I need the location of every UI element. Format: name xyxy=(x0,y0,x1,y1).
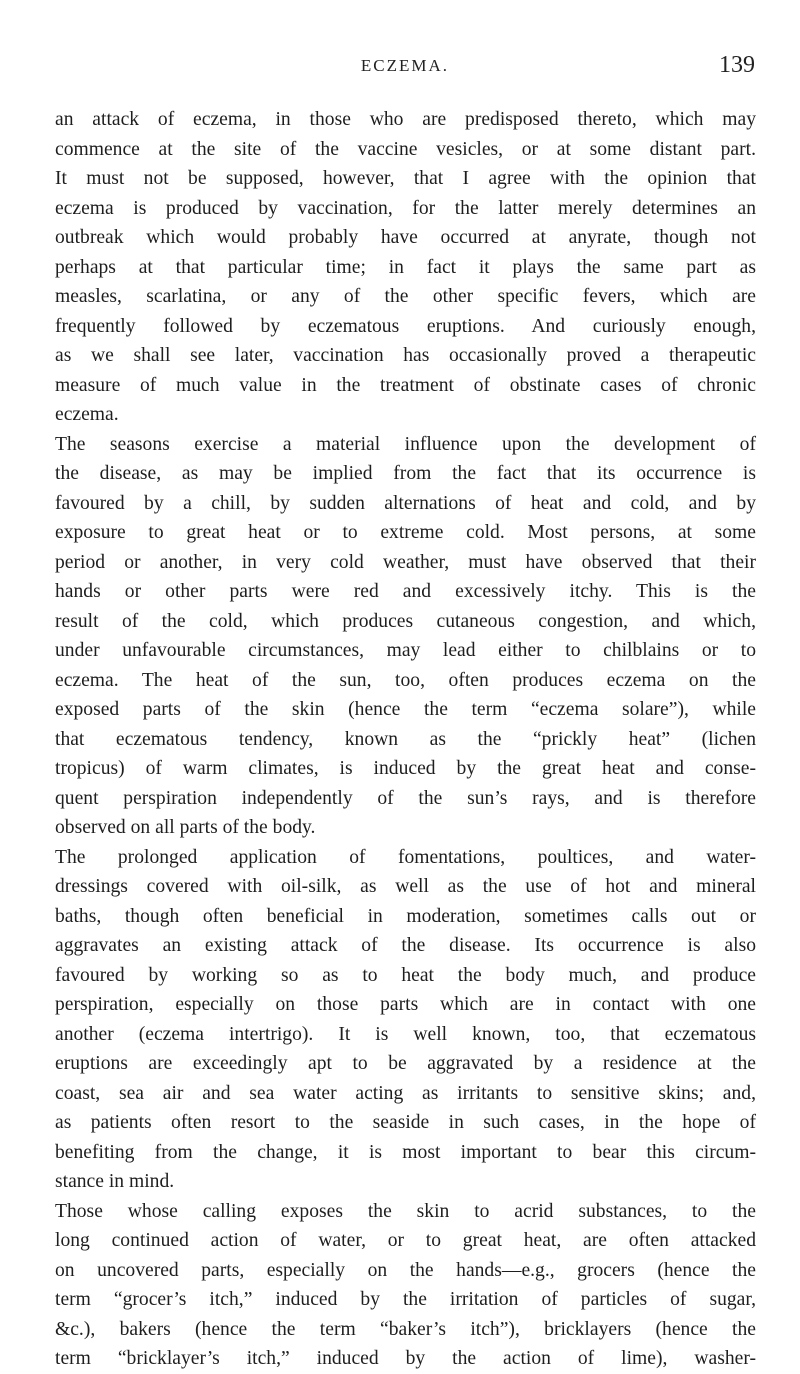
text-line: eczema is produced by vaccination, for the latter merely determines an xyxy=(55,197,756,219)
text-line: benefiting from the change, it is most important to bear this circum- xyxy=(55,1141,756,1163)
text-line: commence at the site of the vaccine vesicles, or at some distant part. xyxy=(55,138,756,160)
text-line: eczema. xyxy=(55,404,119,425)
text-line: frequently followed by eczematous eruptions. And curiously enough, xyxy=(55,315,756,337)
text-line: exposed parts of the skin (hence the term “eczema solare”), while xyxy=(55,699,756,720)
text-line: baths, though often beneficial in moderation, sometimes calls out or xyxy=(55,905,756,927)
text-line: that eczematous tendency, known as the “prickly heat” (lichen xyxy=(55,728,756,750)
page-number: 139 xyxy=(719,52,755,78)
text-line: &c.), bakers (hence the term “baker’s itch”), bricklayers (hence the xyxy=(55,1318,756,1340)
text-line: coast, sea air and sea water acting as irritants to sensitive skins; and, xyxy=(55,1082,756,1104)
text-line: tropicus) of warm climates, is induced by the great heat and conse- xyxy=(55,758,756,779)
text-line: another (eczema intertrigo). It is well known, too, that eczematous xyxy=(55,1023,756,1045)
text-line: as patients often resort to the seaside in such cases, in the hope of xyxy=(55,1112,756,1133)
text-line: It must not be supposed, however, that I agree with the opinion that xyxy=(55,168,756,189)
text-line: aggravates an existing attack of the disease. Its occurrence is also xyxy=(55,935,756,956)
text-line: The seasons exercise a material influence upon the development of xyxy=(55,433,756,455)
text-line: stance in mind. xyxy=(55,1171,175,1192)
text-line: long continued action of water, or to great heat, are often attacked xyxy=(55,1230,756,1251)
text-line: dressings covered with oil-silk, as well as the use of hot and mineral xyxy=(55,876,756,897)
text-line: eruptions are exceedingly apt to be aggravated by a residence at the xyxy=(55,1053,756,1074)
text-line: term “bricklayer’s itch,” induced by the action of lime), washer- xyxy=(55,1348,756,1369)
text-line: period or another, in very cold weather, must have observed that their xyxy=(55,551,756,573)
text-line: result of the cold, which produces cutaneous congestion, and which, xyxy=(55,610,756,632)
running-title: ECZEMA. xyxy=(360,56,450,75)
text-line: hands or other parts were red and excessively itchy. This is the xyxy=(55,581,756,602)
text-line: quent perspiration independently of the sun’s rays, and is therefore xyxy=(55,787,756,809)
text-line: favoured by a chill, by sudden alternations of heat and cold, and by xyxy=(55,492,756,514)
text-line: observed on all parts of the body. xyxy=(55,817,316,838)
text-line: The prolonged application of fomentations, poultices, and water- xyxy=(55,846,756,868)
running-head xyxy=(55,52,755,86)
body-text xyxy=(55,105,756,1374)
text-line: exposure to great heat or to extreme cold. Most persons, at some xyxy=(55,522,756,543)
text-line: an attack of eczema, in those who are predisposed thereto, which may xyxy=(55,109,756,130)
text-line: Those whose calling exposes the skin to acrid substances, to the xyxy=(55,1200,756,1222)
text-line: as we shall see later, vaccination has occasionally proved a therapeutic xyxy=(55,345,756,366)
text-line: under unfavourable circumstances, may lead either to chilblains or to xyxy=(55,640,756,661)
text-line: measles, scarlatina, or any of the other specific fevers, which are xyxy=(55,286,756,307)
text-line: eczema. The heat of the sun, too, often produces eczema on the xyxy=(55,669,756,691)
text-line: perspiration, especially on those parts which are in contact with one xyxy=(55,994,756,1015)
text-line: term “grocer’s itch,” induced by the irritation of particles of sugar, xyxy=(55,1289,756,1310)
text-line: on uncovered parts, especially on the hands—e.g., grocers (hence the xyxy=(55,1259,756,1281)
text-line: the disease, as may be implied from the fact that its occurrence is xyxy=(55,463,756,484)
text-line: measure of much value in the treatment of obstinate cases of chronic xyxy=(55,374,756,396)
text-line: perhaps at that particular time; in fact it plays the same part as xyxy=(55,256,756,278)
text-line: favoured by working so as to heat the body much, and produce xyxy=(55,964,756,986)
text-line: outbreak which would probably have occurred at anyrate, though not xyxy=(55,227,756,248)
